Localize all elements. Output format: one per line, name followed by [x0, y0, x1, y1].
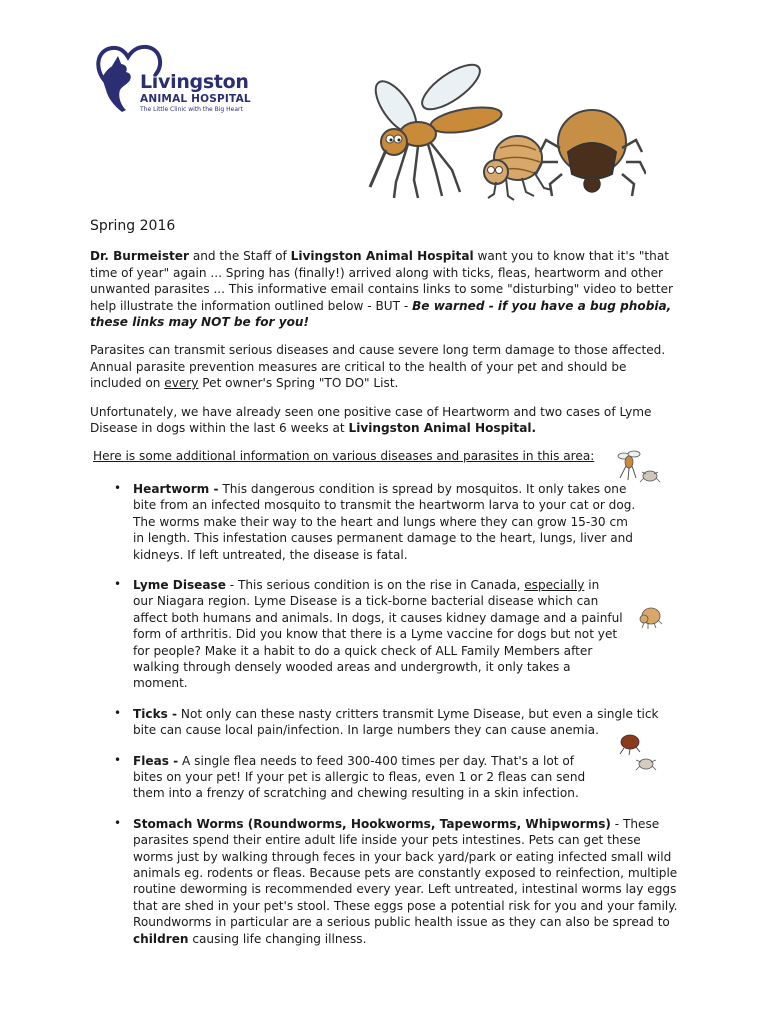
parasite-list — [90, 481, 680, 947]
doctor-name: Dr. Burmeister — [90, 249, 189, 264]
worms-text: causing life changing illness. — [188, 931, 367, 946]
ticks-title: Ticks - — [133, 706, 178, 721]
intro-paragraph — [90, 248, 680, 330]
lyme-text: - This serious condition is on the rise in Canada, — [225, 577, 525, 592]
prevention-text: Parasites can transmit serious diseases and cause severe long term damage to those affected. Annual parasite prevention measures are critical to the health of your pet and should be included on — [90, 343, 666, 391]
cases-text: Unfortunately, we have already seen one positive case of Heartworm and two cases of Lyme Disease in dogs within the last 6 weeks at — [90, 404, 652, 436]
tick-icon — [640, 471, 660, 482]
flea-icon — [640, 608, 662, 629]
logo-tagline: The Little Clinic with the Big Heart — [140, 106, 243, 113]
list-item-fleas — [90, 753, 603, 802]
letter-body — [90, 210, 680, 961]
ticks-text: Not only can these nasty critters transmit Lyme Disease, but even a single tick bite can cause local pain/infection. In large numbers they can cause anemia. — [133, 706, 659, 738]
emphasis-especially: especially — [524, 577, 585, 592]
emphasis-children: children — [133, 931, 189, 946]
logo-name: Livingston — [140, 71, 249, 93]
heartworm-text: This dangerous condition is spread by mosquitos. It only takes one bite from an infected mosquito to transmit the heartworm larva to your cat or dog. The worms make their way to the heart and lungs where they can grow 15-30 cm in length. This infestation causes permanent damage to the heart, lungs, liver and kidneys. If left untreated, the disease is fatal. — [133, 481, 636, 562]
flea-icon — [484, 136, 552, 200]
tick-icon — [636, 759, 656, 770]
prevention-paragraph — [90, 342, 680, 391]
flea-tick-small-art — [616, 730, 660, 774]
lyme-title: Lyme Disease — [133, 577, 226, 592]
intro-text: and the Staff of — [188, 249, 291, 264]
list-item-worms — [90, 816, 680, 947]
prevention-text: Pet owner's Spring "TO DO" List. — [198, 376, 399, 391]
bugs-illustration — [356, 62, 646, 206]
hospital-name: Livingston Animal Hospital — [290, 249, 474, 264]
letter-date: Spring 2016 — [90, 218, 176, 234]
fleas-title: Fleas - — [133, 753, 179, 768]
mosquito-tick-small-art — [612, 448, 662, 484]
mosquito-icon — [368, 62, 503, 198]
mosquito-icon — [618, 451, 640, 480]
flea-small-art — [636, 602, 664, 630]
cases-paragraph — [90, 404, 680, 437]
heartworm-title: Heartworm - — [133, 481, 219, 496]
logo-subtitle: ANIMAL HOSPITAL — [140, 93, 251, 105]
lyme-text: in our Niagara region. Lyme Disease is a tick-borne bacterial disease which can affect both humans and animals. In dogs, it causes kidney damage and a painful form of arthritis. Did you know that there is a Lyme vaccine for dogs but not yet for people? Make it a habit to do a quick check of ALL Family Members after walking through densely wooded areas and undergrowth, it only takes a moment. — [133, 577, 623, 691]
worms-text: - These parasites spend their entire adult life inside your pets intestines. Pets can get these worms just by walking through feces in your back yard/park or eating infected small wild animals eg. rodents or fleas. Because pets are constantly exposed to reinfection, multiple routine deworming is recommended every year. Left untreated, intestinal worms lay eggs that are shed in your pet's stool. These eggs pose a potential risk for you and your family. Roundworms in particular are a serious public health issue as they can also be spread to — [133, 816, 678, 930]
intro-text: want you to know that it's "that time of year" again ... Spring has (finally!) arrived along with ticks, fleas, heartworm and other unwanted parasites ... This informative email contains links to some "disturbing" video to better help illustrate the information outlined below - BUT - — [90, 249, 674, 313]
tick-icon — [536, 110, 646, 196]
list-item-ticks — [90, 706, 680, 739]
section-heading: Here is some additional information on various diseases and parasites in this area: — [93, 449, 595, 464]
flea-icon — [620, 735, 640, 755]
list-item-lyme — [90, 577, 623, 692]
hospital-logo — [92, 42, 262, 114]
worms-title: Stomach Worms (Roundworms, Hookworms, Tapeworms, Whipworms) — [133, 816, 611, 831]
hospital-name: Livingston Animal Hospital. — [348, 421, 537, 436]
fleas-text: A single flea needs to feed 300-400 times per day. That's a lot of bites on your pet! If your pet is allergic to fleas, even 1 or 2 fleas can send them into a frenzy of scratching and chewing resulting in a skin infection. — [133, 753, 586, 801]
phobia-warning: Be warned - if you have a bug phobia, these links may NOT be for you! — [90, 298, 672, 330]
list-item-heartworm — [90, 481, 638, 563]
emphasis-every: every — [164, 376, 199, 391]
